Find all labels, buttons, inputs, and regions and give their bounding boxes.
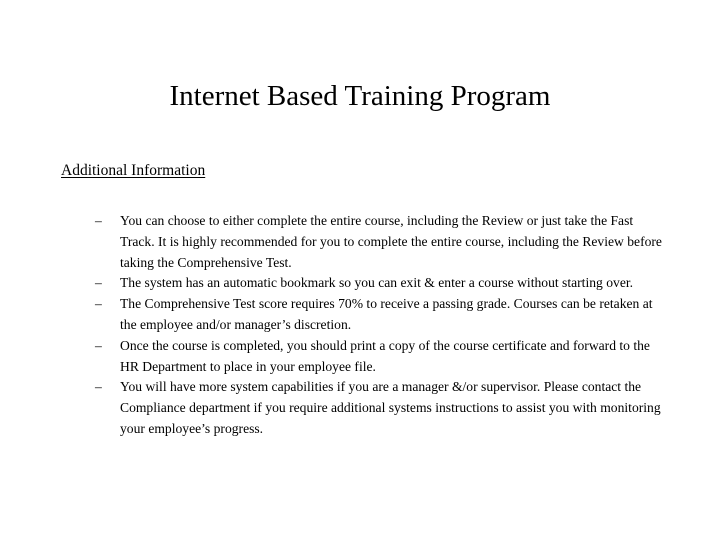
dash-bullet-icon: – xyxy=(95,296,102,312)
bullet-text: The Comprehensive Test score requires 70% to receive a passing grade. Courses can be retaken at the employee and/or manager’s discretion. xyxy=(120,296,653,332)
dash-bullet-icon: – xyxy=(95,275,102,291)
list-item xyxy=(0,336,665,378)
bullet-text: Once the course is completed, you should print a copy of the course certificate and forward to the HR Department to place in your employee file. xyxy=(120,337,650,374)
list-item xyxy=(0,211,665,273)
bullet-text: You will have more system capabilities if you are a manager &/or supervisor. Please contact the Compliance department if you require additional systems instructions to assist you with monitoring your employee’s progress. xyxy=(120,379,661,436)
list-item xyxy=(0,273,665,294)
list-item xyxy=(0,294,665,336)
dash-bullet-icon: – xyxy=(95,213,102,228)
dash-bullet-icon: – xyxy=(95,379,102,395)
section-heading: Additional Information xyxy=(61,162,206,179)
bullet-list xyxy=(0,211,720,440)
bullet-text: The system has an automatic bookmark so you can exit & enter a course without starting over. xyxy=(120,275,634,291)
list-item xyxy=(0,377,665,439)
slide-title: Internet Based Training Program xyxy=(169,80,551,112)
dash-bullet-icon: – xyxy=(95,337,102,353)
bullet-text: You can choose to either complete the entire course, including the Review or just take the Fast Track. It is highly recommended for you to complete the entire course, including the Review before taking the Comprehensive Test. xyxy=(120,213,662,270)
